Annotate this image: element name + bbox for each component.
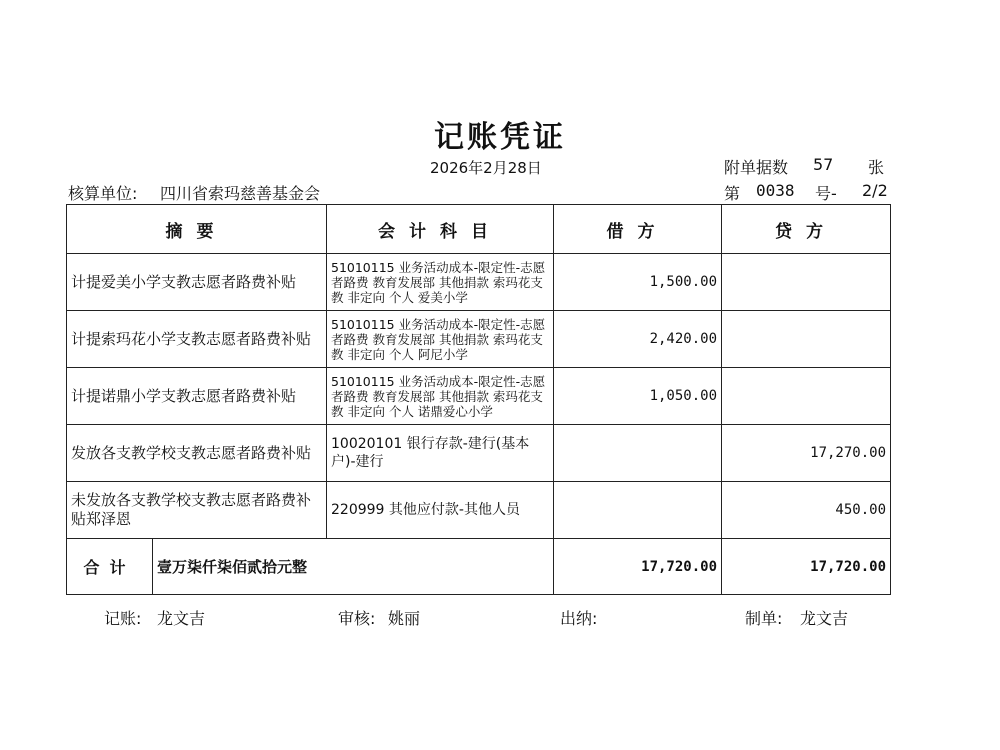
row-debit <box>554 482 722 539</box>
accounting-unit-name: 四川省索玛慈善基金会 <box>160 184 321 203</box>
total-label: 合计 <box>67 539 153 595</box>
preparer-name: 龙文吉 <box>800 609 849 628</box>
row-account: 10020101 银行存款-建行(基本户)-建行 <box>327 425 554 482</box>
row-credit: 450.00 <box>722 482 891 539</box>
voucher-title: 记账凭证 <box>434 120 566 155</box>
row-account: 51010115 业务活动成本-限定性-志愿者路费 教育发展部 其他捐款 索玛花支教 非定向 个人 诺鼎爱心小学 <box>327 368 554 425</box>
voucher-date: 2026年2月28日 <box>430 159 542 177</box>
total-debit: 17,720.00 <box>554 539 722 595</box>
row-debit <box>554 425 722 482</box>
voucher-number: 0038 <box>756 181 795 200</box>
bookkeeper-name: 龙文吉 <box>157 609 206 628</box>
table-row <box>67 311 891 368</box>
column-header-debit: 借方 <box>554 205 722 254</box>
cashier-label: 出纳: <box>560 609 598 628</box>
column-header-account: 会计科目 <box>327 205 554 254</box>
accounting-unit-label: 核算单位: <box>68 184 138 203</box>
column-header-credit: 贷方 <box>722 205 891 254</box>
row-credit <box>722 368 891 425</box>
attachment-label: 附单据数 <box>724 158 789 177</box>
table-row <box>67 425 891 482</box>
row-summary: 发放各支教学校支教志愿者路费补贴 <box>67 425 327 482</box>
auditor-label: 审核: <box>338 609 376 628</box>
row-debit: 1,050.00 <box>554 368 722 425</box>
total-row <box>67 539 891 595</box>
auditor-name: 姚丽 <box>388 609 421 628</box>
row-summary: 计提爱美小学支教志愿者路费补贴 <box>67 254 327 311</box>
row-debit: 2,420.00 <box>554 311 722 368</box>
row-credit <box>722 254 891 311</box>
row-account: 51010115 业务活动成本-限定性-志愿者路费 教育发展部 其他捐款 索玛花支教 非定向 个人 阿尼小学 <box>327 311 554 368</box>
voucher-page: 2/2 <box>862 181 888 200</box>
row-summary: 计提索玛花小学支教志愿者路费补贴 <box>67 311 327 368</box>
row-credit <box>722 311 891 368</box>
table-header-row <box>67 205 891 254</box>
total-credit: 17,720.00 <box>722 539 891 595</box>
attachment-count: 57 <box>813 155 834 174</box>
row-summary: 计提诺鼎小学支教志愿者路费补贴 <box>67 368 327 425</box>
column-header-summary: 摘要 <box>67 205 327 254</box>
row-summary: 未发放各支教学校支教志愿者路费补贴郑泽恩 <box>67 482 327 539</box>
voucher-number-prefix: 第 <box>724 184 741 203</box>
table-row <box>67 482 891 539</box>
row-account: 51010115 业务活动成本-限定性-志愿者路费 教育发展部 其他捐款 索玛花支教 非定向 个人 爱美小学 <box>327 254 554 311</box>
row-debit: 1,500.00 <box>554 254 722 311</box>
row-account: 220999 其他应付款-其他人员 <box>327 482 554 539</box>
row-credit: 17,270.00 <box>722 425 891 482</box>
preparer-label: 制单: <box>745 609 783 628</box>
voucher-table <box>66 204 891 595</box>
table-row <box>67 368 891 425</box>
voucher-number-suffix: 号- <box>815 184 837 203</box>
total-amount-in-words: 壹万柒仟柒佰贰拾元整 <box>153 539 554 595</box>
bookkeeper-label: 记账: <box>104 609 142 628</box>
attachment-unit: 张 <box>868 158 885 177</box>
table-row <box>67 254 891 311</box>
